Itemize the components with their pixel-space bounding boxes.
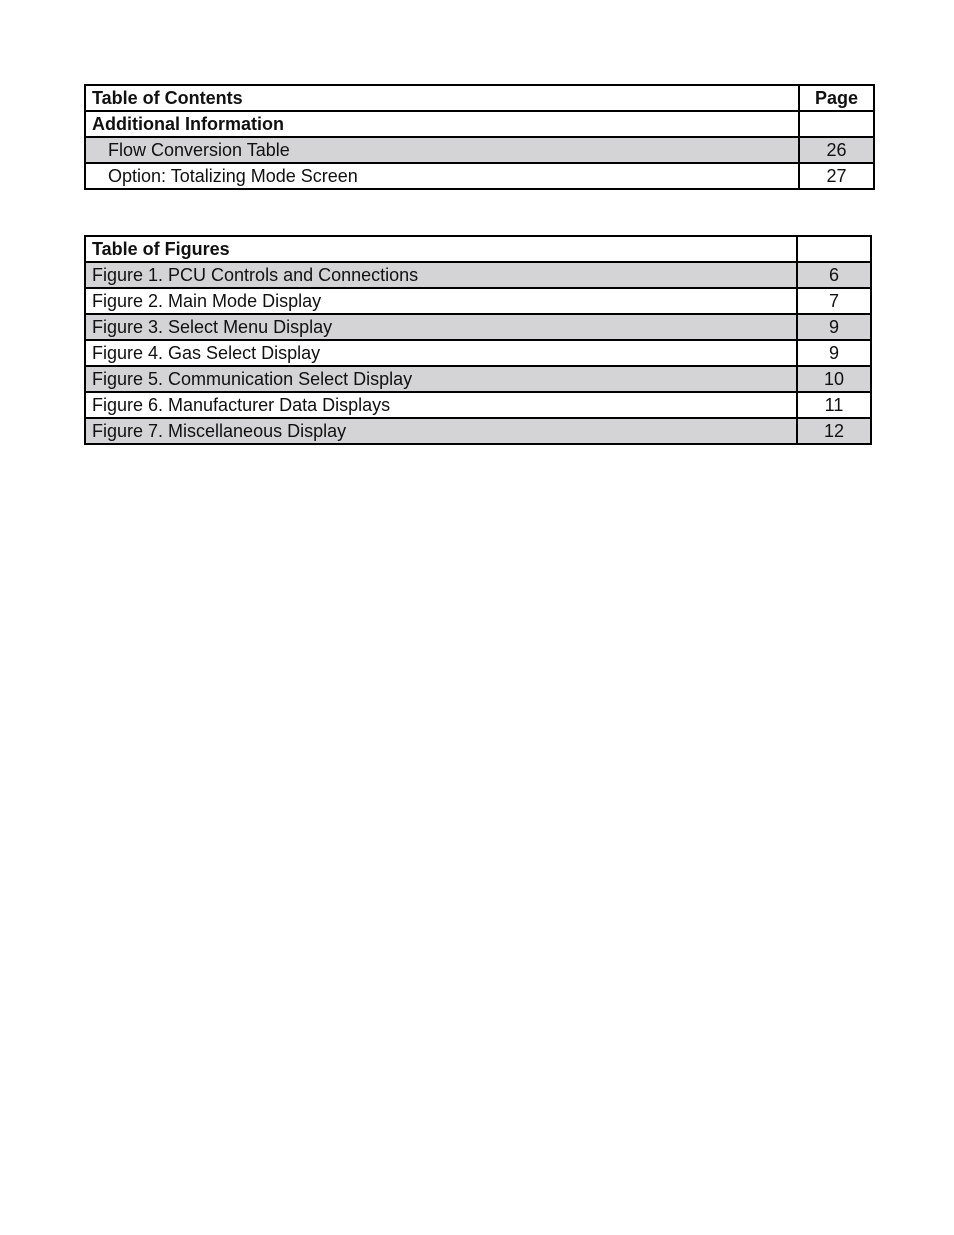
- tof-entry-page: 11: [797, 392, 871, 418]
- tof-entry-page: 6: [797, 262, 871, 288]
- toc-page-label: Page: [799, 85, 874, 111]
- tof-entry-title[interactable]: Figure 2. Main Mode Display: [85, 288, 797, 314]
- table-row[interactable]: [85, 340, 871, 366]
- tof-entry-title[interactable]: Figure 6. Manufacturer Data Displays: [85, 392, 797, 418]
- tof-page-label: [797, 236, 871, 262]
- toc-section-title: Additional Information: [85, 111, 799, 137]
- table-of-contents: [84, 84, 875, 190]
- tof-header-row: [85, 236, 871, 262]
- table-row[interactable]: [85, 163, 874, 189]
- toc-entry-page: 26: [799, 137, 874, 163]
- toc-header-row: [85, 85, 874, 111]
- tof-entry-page: 12: [797, 418, 871, 444]
- table-row[interactable]: [85, 262, 871, 288]
- table-row[interactable]: [85, 418, 871, 444]
- tof-entry-title[interactable]: Figure 3. Select Menu Display: [85, 314, 797, 340]
- toc-section-row: [85, 111, 874, 137]
- tof-entry-title[interactable]: Figure 5. Communication Select Display: [85, 366, 797, 392]
- tof-entry-page: 9: [797, 314, 871, 340]
- tof-entry-page: 7: [797, 288, 871, 314]
- tof-title: Table of Figures: [85, 236, 797, 262]
- table-row[interactable]: [85, 314, 871, 340]
- tof-entry-page: 10: [797, 366, 871, 392]
- tof-entry-title[interactable]: Figure 1. PCU Controls and Connections: [85, 262, 797, 288]
- toc-entry-page: 27: [799, 163, 874, 189]
- toc-entry-title[interactable]: Flow Conversion Table: [85, 137, 799, 163]
- table-row[interactable]: [85, 392, 871, 418]
- toc-section-page: [799, 111, 874, 137]
- table-row[interactable]: [85, 366, 871, 392]
- tof-entry-title[interactable]: Figure 7. Miscellaneous Display: [85, 418, 797, 444]
- toc-entry-title[interactable]: Option: Totalizing Mode Screen: [85, 163, 799, 189]
- tof-entry-title[interactable]: Figure 4. Gas Select Display: [85, 340, 797, 366]
- toc-title: Table of Contents: [85, 85, 799, 111]
- table-row[interactable]: [85, 288, 871, 314]
- table-row[interactable]: [85, 137, 874, 163]
- table-of-figures: [84, 235, 872, 445]
- tof-entry-page: 9: [797, 340, 871, 366]
